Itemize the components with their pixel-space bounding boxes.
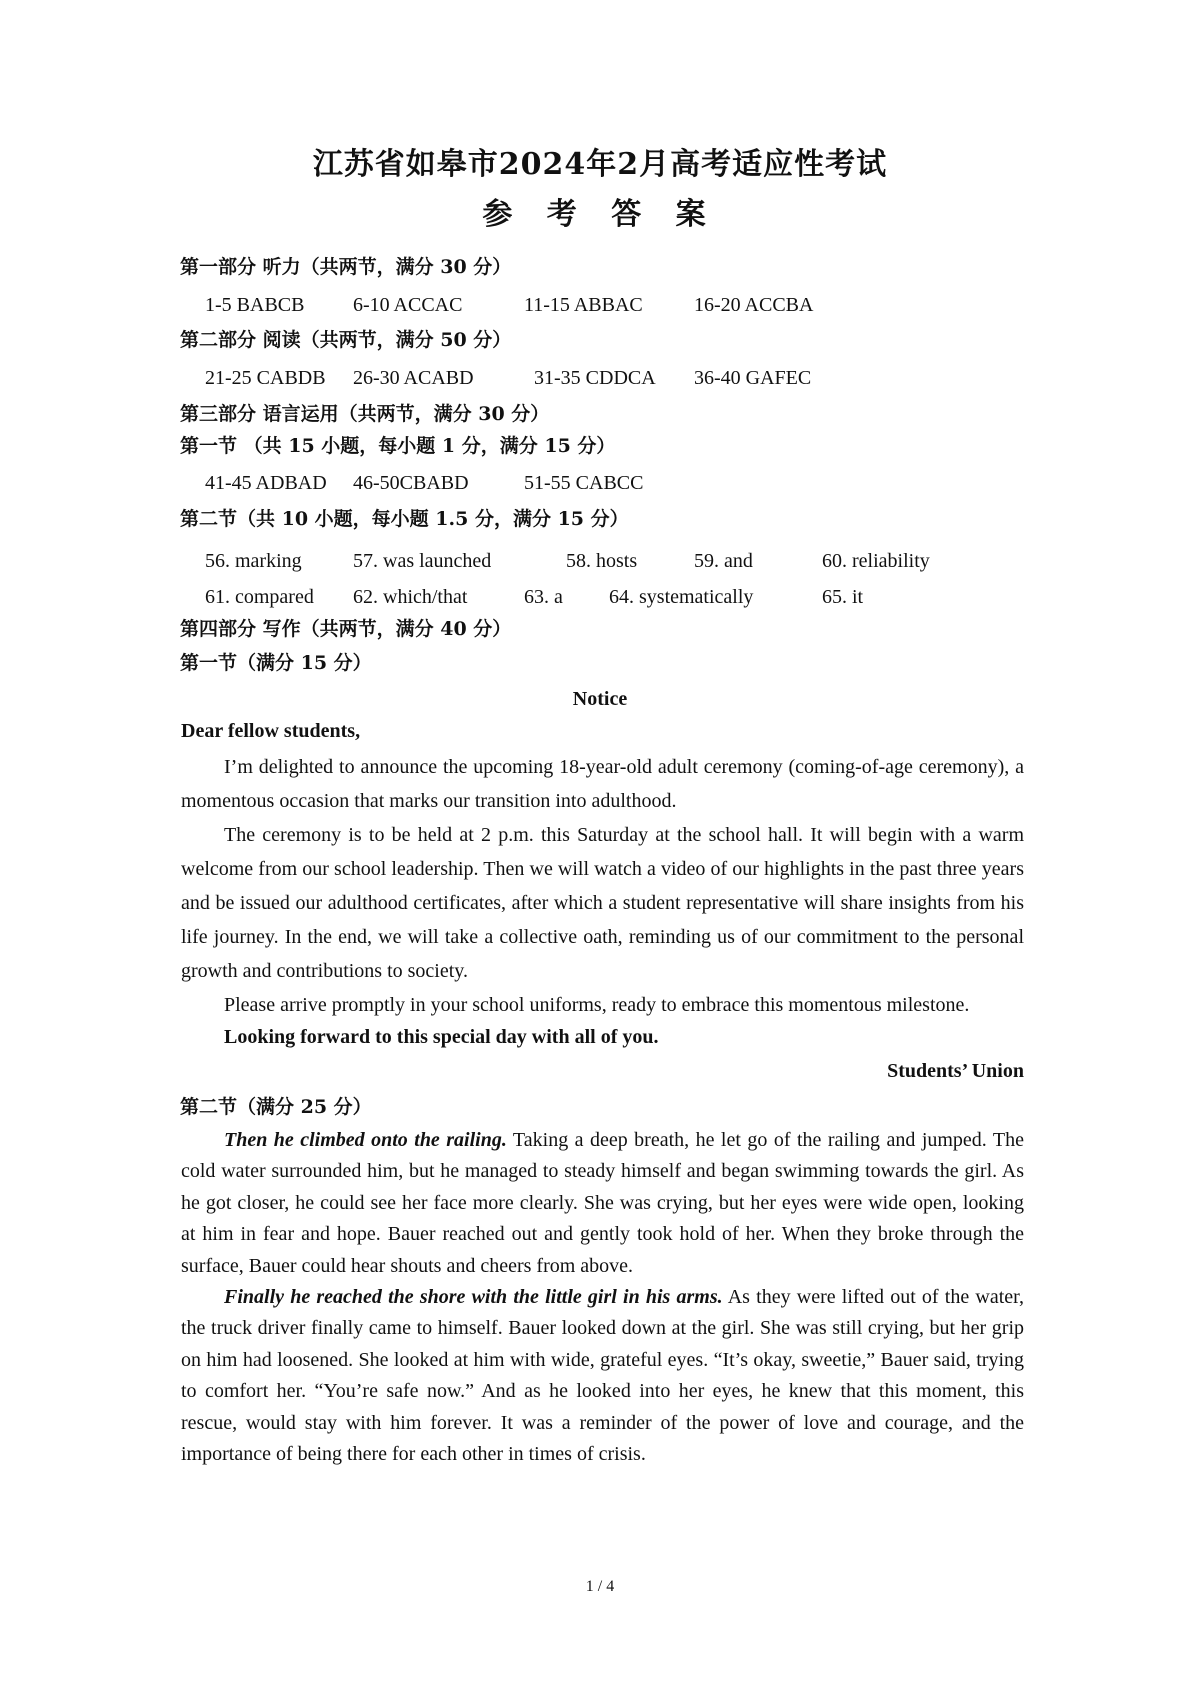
answer-item: 64. systematically xyxy=(609,586,754,608)
part1-answers xyxy=(0,292,1200,318)
part3-section2-heading: 第二节（共 10 小题，每小题 1.5 分，满分 15 分） xyxy=(180,508,629,530)
answer-item: 61. compared xyxy=(205,586,314,608)
story-paragraph xyxy=(181,1125,1024,1282)
part3-section1-heading: 第一节 （共 15 小题，每小题 1 分，满分 15 分） xyxy=(180,435,616,457)
page-title: 江苏省如皋市2024年2月高考适应性考试 xyxy=(312,147,888,182)
answer-group: 6-10 ACCAC xyxy=(353,294,463,316)
answer-group: 51-55 CABCC xyxy=(524,472,644,494)
part3-section2-row2 xyxy=(0,584,1200,610)
answer-item: 63. a xyxy=(524,586,563,608)
part2-answers xyxy=(0,365,1200,391)
notice-closing: Looking forward to this special day with all of you. xyxy=(224,1026,659,1048)
page-number: 1 / 4 xyxy=(585,1578,615,1595)
story-text: As they were lifted out of the water, the truck driver finally came to himself. Bauer looked down at the girl. She was still crying, but her grip on him had loosened. She looked at him with wide, grateful eyes. “It’s okay, sweetie,” Bauer said, trying to comfort her. “You’re safe now.” And as he looked into her eyes, he knew that this moment, this rescue, would stay with him forever. It was a reminder of the power of love and courage, and the importance of being there for each other in times of crisis. xyxy=(181,1286,1025,1466)
part2-heading: 第二部分 阅读（共两节，满分 50 分） xyxy=(180,329,512,351)
answer-group: 21-25 CABDB xyxy=(205,367,326,389)
answer-item: 56. marking xyxy=(205,550,302,572)
part1-heading: 第一部分 听力（共两节，满分 30 分） xyxy=(180,256,512,278)
notice-body xyxy=(181,750,1024,1022)
story-lead-sentence: Then he climbed onto the railing. xyxy=(224,1129,507,1151)
notice-paragraph: I’m delighted to announce the upcoming 18-year-old adult ceremony (coming-of-age ceremony), a momentous occasion that marks our transition into adulthood. xyxy=(181,756,1024,812)
notice-paragraph: Please arrive promptly in your school uniforms, ready to embrace this momentous milestone. xyxy=(224,994,970,1016)
part4-heading: 第四部分 写作（共两节，满分 40 分） xyxy=(180,618,512,640)
answer-item: 62. which/that xyxy=(353,586,468,608)
part3-section1-answers xyxy=(0,470,1200,496)
part3-section2-row1 xyxy=(0,548,1200,574)
answer-group: 1-5 BABCB xyxy=(205,294,305,316)
answer-item: 57. was launched xyxy=(353,550,492,572)
continuation-story xyxy=(181,1125,1024,1470)
notice-paragraph: The ceremony is to be held at 2 p.m. this Saturday at the school hall. It will begin with a warm welcome from our school leadership. Then we will watch a video of our highlights in the past three years and be issued our adulthood certificates, after which a student representative will share insights from his life journey. In the end, we will take a collective oath, reminding us of our commitment to the personal growth and contributions to society. xyxy=(181,824,1024,982)
story-lead-sentence: Finally he reached the shore with the little girl in his arms. xyxy=(224,1286,723,1309)
answer-group: 46-50CBABD xyxy=(353,472,469,494)
answer-group: 16-20 ACCBA xyxy=(694,294,814,316)
part4-section1-heading: 第一节（满分 15 分） xyxy=(180,652,372,674)
answer-item: 65. it xyxy=(822,586,864,608)
story-paragraph xyxy=(181,1282,1024,1470)
answer-item: 58. hosts xyxy=(566,550,638,572)
answer-group: 31-35 CDDCA xyxy=(534,367,656,389)
answer-item: 59. and xyxy=(694,550,753,572)
answer-group: 41-45 ADBAD xyxy=(205,472,327,494)
story-text: Taking a deep breath, he let go of the railing and jumped. The cold water surrounded him, but he managed to steady himself and began swimming towards the girl. As he got closer, he could see her face more clearly. She was crying, but her eyes were wide open, looking at him in fear and hope. Bauer reached out and gently took hold of her. When they broke through the surface, Bauer could hear shouts and cheers from above. xyxy=(181,1129,1024,1277)
page-subtitle: 参 考 答 案 xyxy=(482,197,718,232)
answer-group: 26-30 ACABD xyxy=(353,367,474,389)
part4-section2-heading: 第二节（满分 25 分） xyxy=(180,1096,372,1118)
notice-signature: Students’ Union xyxy=(887,1060,1024,1082)
answer-group: 36-40 GAFEC xyxy=(694,367,812,389)
part3-heading: 第三部分 语言运用（共两节，满分 30 分） xyxy=(180,403,550,425)
answer-group: 11-15 ABBAC xyxy=(524,294,643,316)
notice-title: Notice xyxy=(572,688,628,710)
notice-greeting: Dear fellow students, xyxy=(181,720,361,742)
answer-item: 60. reliability xyxy=(822,550,930,572)
